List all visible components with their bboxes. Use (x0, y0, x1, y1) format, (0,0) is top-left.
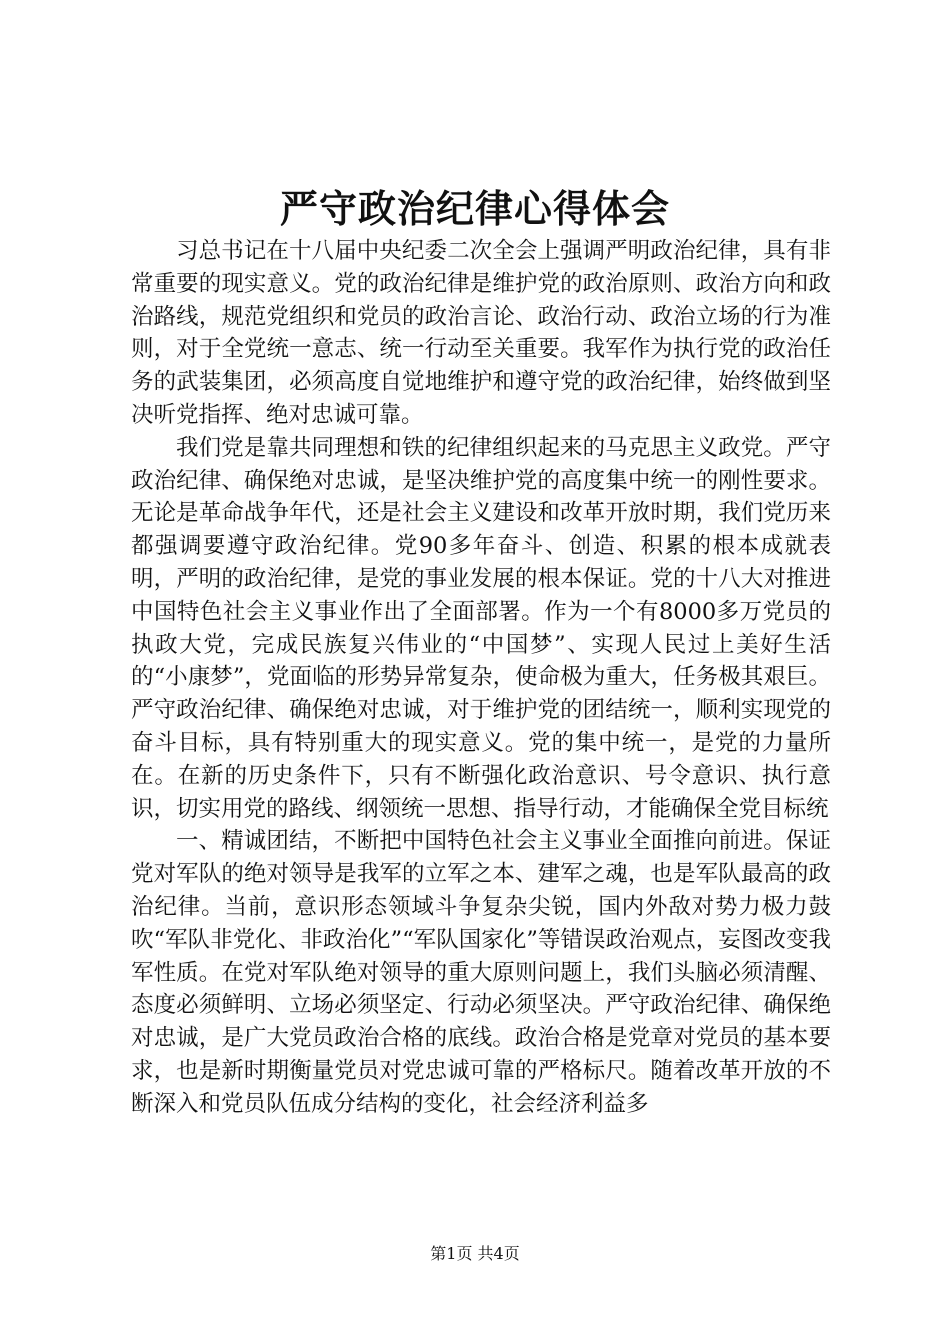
paragraph-3: 一、精诚团结，不断把中国特色社会主义事业全面推向前进。保证党对军队的绝对领导是我军的立军之本、建军之魂，也是军队最高的政治纪律。当前，意识形态领域斗争复杂尖锐，国内外敌对势力极力鼓吹“军队非党化、非政治化”“军队国家化”等错误政治观点，妄图改变我军性质。在党对军队绝对领导的重大原则问题上，我们头脑必须清醒、态度必须鲜明、立场必须坚定、行动必须坚决。严守政治纪律、确保绝对忠诚，是广大党员政治合格的底线。政治合格是党章对党员的基本要求，也是新时期衡量党员对党忠诚可靠的严格标尺。随着改革开放的不断深入和党员队伍成分结构的变化，社会经济利益多 (131, 828, 831, 1117)
document-title: 严守政治纪律心得体会 (279, 186, 670, 231)
paragraph-2: 我们党是靠共同理想和铁的纪律组织起来的马克思主义政党。严守政治纪律、确保绝对忠诚，是坚决维护党的高度集中统一的刚性要求。无论是革命战争年代，还是社会主义建设和改革开放时期，我们党历来都强调要遵守政治纪律。党90多年奋斗、创造、积累的根本成就表明，严明的政治纪律，是党的事业发展的根本保证。党的十八大对推进中国特色社会主义事业作出了全面部署。作为一个有8000多万党员的执政大党，完成民族复兴伟业的“中国梦”、实现人民过上美好生活的“小康梦”，党面临的形势异常复杂，使命极为重大，任务极其艰巨。严守政治纪律、确保绝对忠诚，对于维护党的团结统一，顺利实现党的奋斗目标，具有特别重大的现实意义。党的集中统一，是党的力量所在。在新的历史条件下，只有不断强化政治意识、号令意识、执行意识，切实用党的路线、纲领统一思想、指导行动，才能确保全党目标统 (131, 434, 831, 822)
page-number-footer: 第1页 共4页 (430, 1244, 520, 1263)
document-body (131, 235, 831, 1121)
paragraph-1: 习总书记在十八届中央纪委二次全会上强调严明政治纪律，具有非常重要的现实意义。党的政治纪律是维护党的政治原则、政治方向和政治路线，规范党组织和党员的政治言论、政治行动、政治立场的行为准则，对于全党统一意志、统一行动至关重要。我军作为执行党的政治任务的武装集团，必须高度自觉地维护和遵守党的政治纪律，始终做到坚决听党指挥、绝对忠诚可靠。 (131, 238, 831, 428)
